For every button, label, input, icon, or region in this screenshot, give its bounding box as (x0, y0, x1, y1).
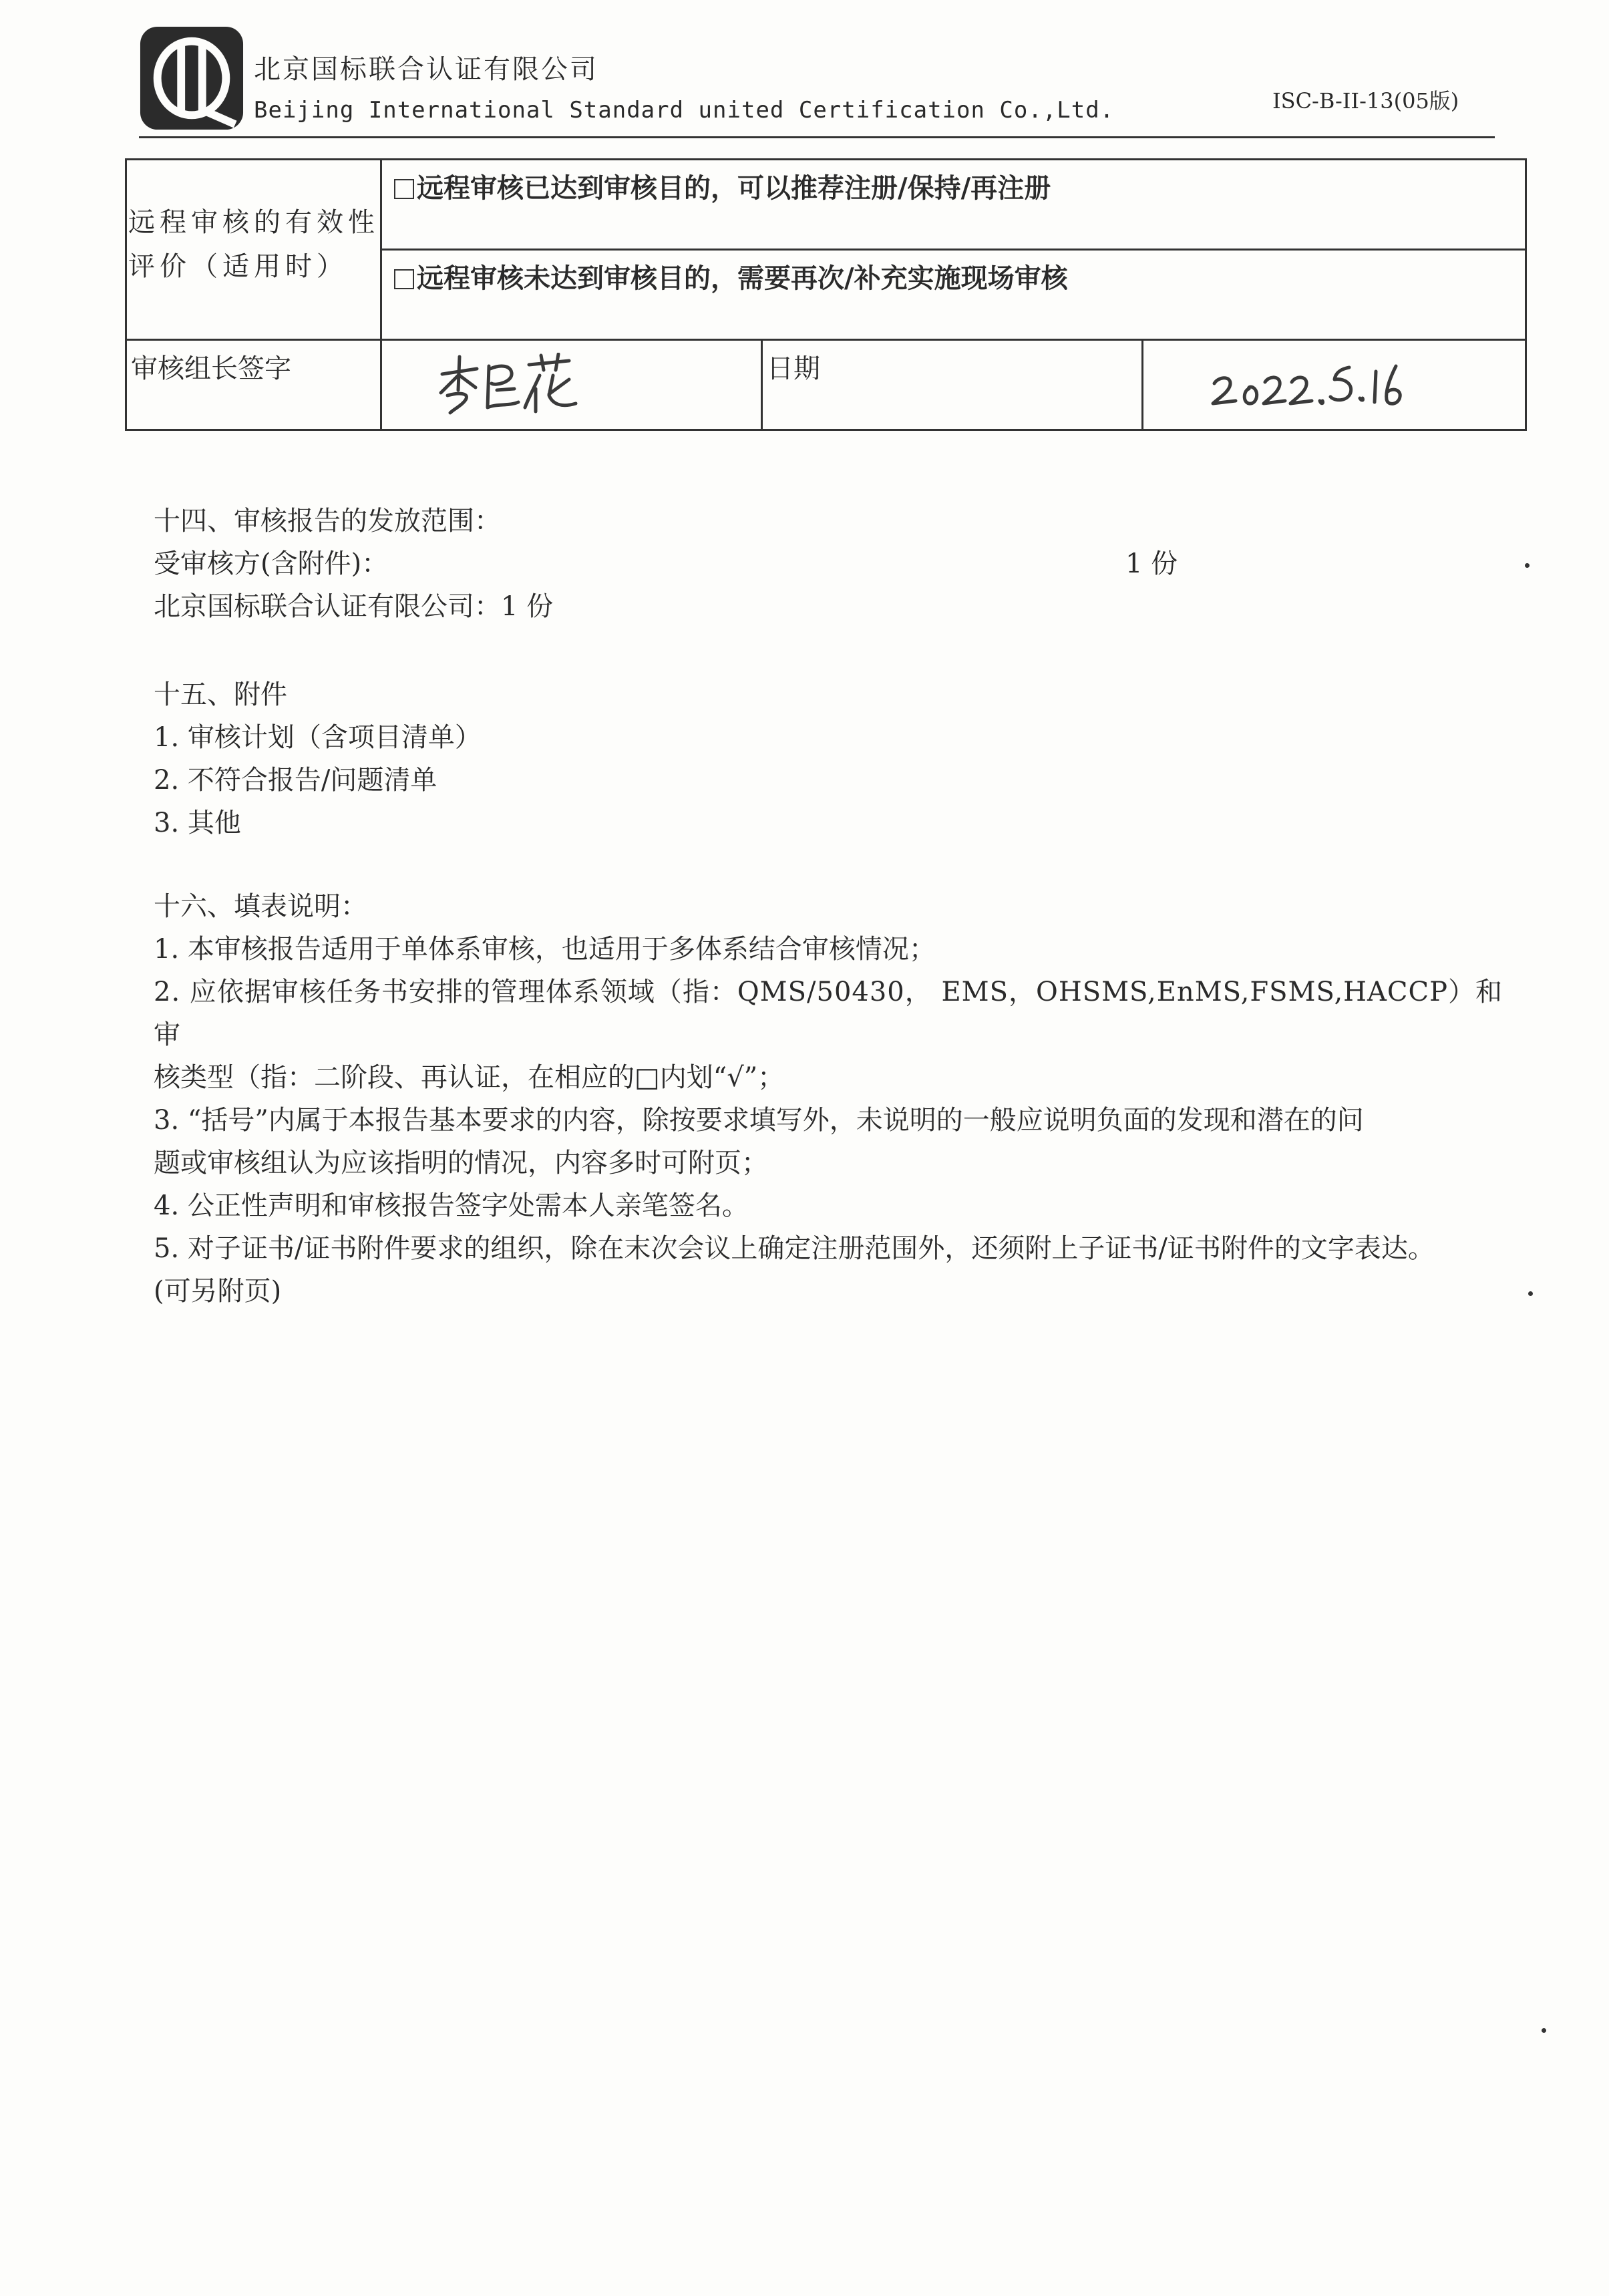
company-logo (139, 25, 244, 131)
option-not-achieved-row (381, 250, 1526, 340)
instruction-item-1: 1. 本审核报告适用于单体系审核，也适用于多体系结合审核情况； (154, 934, 936, 965)
eval-label-line1: 远程审核的有效性 (128, 207, 379, 238)
distribution-auditee: 受审核方(含附件)： (154, 548, 389, 579)
remote-audit-evaluation-label (126, 160, 381, 340)
attachments-section (154, 673, 482, 844)
instruction-item-3-line1: 3. “括号”内属于本报告基本要求的内容，除按要求填写外，未说明的一般应说明负面的发现和潜在的问 (154, 1105, 1364, 1136)
instructions-section (154, 885, 1516, 1313)
instruction-item-3-line2: 题或审核组认为应该指明的情况，内容多时可附页； (154, 1148, 768, 1178)
attachment-item-2: 2. 不符合报告/问题清单 (154, 765, 437, 796)
instruction-item-2-line2: 核类型（指：二阶段、再认证，在相应的□内划“√”； (154, 1062, 785, 1093)
date-label: 日期 (762, 340, 1143, 430)
team-leader-signature-cell (381, 340, 762, 430)
company-name-en: Beijing International Standard united Certification Co.,Ltd. (254, 97, 1115, 124)
instruction-item-4: 4. 公正性声明和审核报告签字处需本人亲笔签名。 (154, 1190, 749, 1221)
eval-label-line2: 评价（适用时） (128, 251, 348, 282)
instruction-item-5-line1: 5. 对子证书/证书附件要求的组织，除在末次会议上确定注册范围外，还须附上子证书/证书附件的文字表达。 (154, 1233, 1435, 1264)
distribution-company: 北京国标联合认证有限公司：1 份 (154, 591, 554, 622)
distribution-section (154, 500, 553, 628)
date-value-cell (1143, 340, 1526, 430)
evaluation-table (125, 158, 1527, 431)
scan-speck (1542, 2028, 1546, 2033)
header-divider (139, 136, 1495, 138)
attachment-item-1: 1. 审核计划（含项目清单） (154, 722, 482, 753)
team-leader-signature (435, 353, 582, 416)
company-name-cn: 北京国标联合认证有限公司 (254, 54, 598, 85)
option-not-achieved-checkbox[interactable] (394, 269, 414, 289)
option-achieved-label: 远程审核已达到审核目的，可以推荐注册/保持/再注册 (417, 172, 1051, 204)
team-leader-sign-label: 审核组长签字 (126, 340, 381, 430)
distribution-auditee-qty: 1 份 (1125, 548, 1178, 579)
handwritten-date (1210, 361, 1424, 411)
instructions-heading: 十六、填表说明： (154, 891, 367, 922)
option-not-achieved-label: 远程审核未达到审核目的，需要再次/补充实施现场审核 (417, 263, 1068, 294)
document-code: ISC-B-II-13(05版) (1272, 88, 1459, 114)
option-achieved-checkbox[interactable] (394, 179, 414, 199)
scan-speck (1525, 563, 1530, 568)
instruction-item-2-line1: 2. 应依据审核任务书安排的管理体系领域（指：QMS/50430， EMS，OHSMS,EnMS,FSMS,HACCP）和审 (154, 977, 1503, 1050)
attachments-heading: 十五、附件 (154, 679, 287, 710)
distribution-heading: 十四、审核报告的发放范围： (154, 506, 501, 536)
attachment-item-3: 3. 其他 (154, 808, 241, 838)
scan-speck (1528, 1291, 1533, 1296)
option-achieved-row (381, 160, 1526, 250)
instruction-item-5-line2: (可另附页) (154, 1276, 282, 1307)
